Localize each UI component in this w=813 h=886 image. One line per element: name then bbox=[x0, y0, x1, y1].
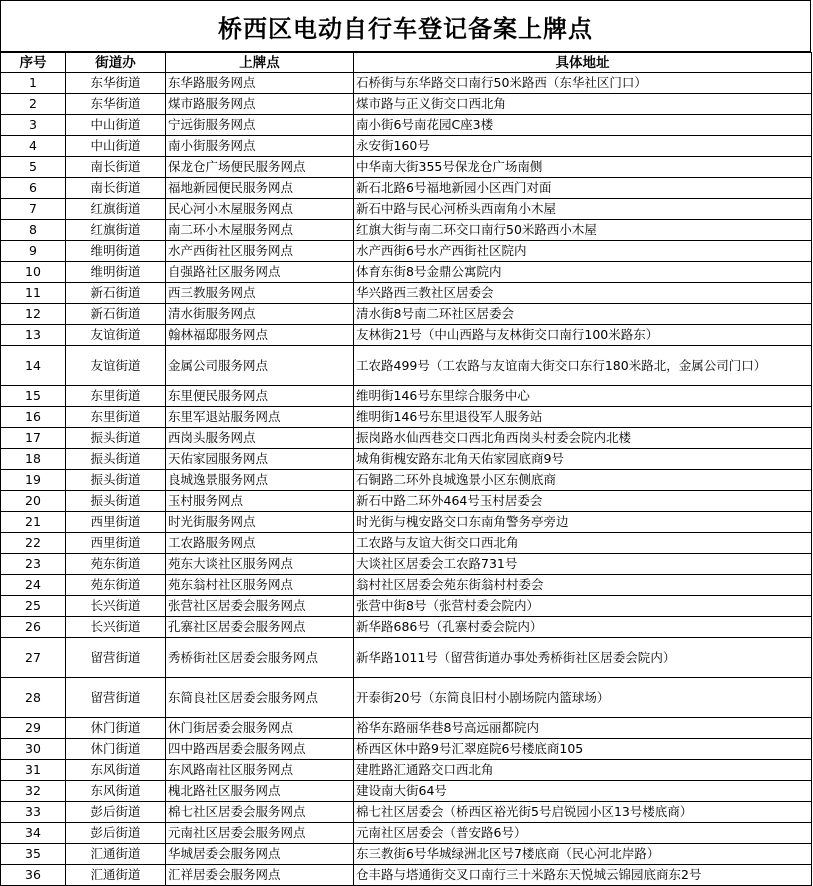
table-row bbox=[1, 678, 812, 718]
row-street: 维明街道 bbox=[66, 241, 166, 262]
row-address: 清水街8号南二环社区居委会 bbox=[354, 304, 812, 325]
row-point: 良城逸景服务网点 bbox=[166, 470, 354, 491]
row-point: 清水街服务网点 bbox=[166, 304, 354, 325]
row-point: 福地新园便民服务网点 bbox=[166, 178, 354, 199]
table-row bbox=[1, 262, 812, 283]
row-point: 槐北路社区服务网点 bbox=[166, 781, 354, 802]
table-row bbox=[1, 865, 812, 886]
row-number: 27 bbox=[1, 638, 66, 678]
row-address: 水产西街6号水产西街社区院内 bbox=[354, 241, 812, 262]
row-address: 建设南大街64号 bbox=[354, 781, 812, 802]
row-point: 东风路南社区服务网点 bbox=[166, 760, 354, 781]
row-street: 中山街道 bbox=[66, 136, 166, 157]
row-number: 29 bbox=[1, 718, 66, 739]
row-street: 苑东街道 bbox=[66, 554, 166, 575]
row-point: 棉七社区居委会服务网点 bbox=[166, 802, 354, 823]
row-street: 留营街道 bbox=[66, 638, 166, 678]
table-row bbox=[1, 470, 812, 491]
row-street: 苑东街道 bbox=[66, 575, 166, 596]
table-row bbox=[1, 449, 812, 470]
row-point: 玉村服务网点 bbox=[166, 491, 354, 512]
row-street: 长兴街道 bbox=[66, 617, 166, 638]
row-point: 煤市路服务网点 bbox=[166, 94, 354, 115]
registration-table bbox=[0, 52, 812, 886]
header-street: 街道办 bbox=[66, 53, 166, 73]
table-row bbox=[1, 178, 812, 199]
row-number: 15 bbox=[1, 386, 66, 407]
row-point: 华城居委会服务网点 bbox=[166, 844, 354, 865]
row-number: 8 bbox=[1, 220, 66, 241]
row-address: 红旗大街与南二环交口南行50米路西小木屋 bbox=[354, 220, 812, 241]
row-address: 体育东街8号金鼎公寓院内 bbox=[354, 262, 812, 283]
row-address: 大谈社区居委会工农路731号 bbox=[354, 554, 812, 575]
row-number: 5 bbox=[1, 157, 66, 178]
row-address: 东三教街6号华城绿洲北区号7楼底商（民心河北岸路） bbox=[354, 844, 812, 865]
row-point: 南小街服务网点 bbox=[166, 136, 354, 157]
row-point: 东华路服务网点 bbox=[166, 73, 354, 94]
table-row bbox=[1, 638, 812, 678]
table-row bbox=[1, 199, 812, 220]
row-street: 新石街道 bbox=[66, 304, 166, 325]
header-point: 上牌点 bbox=[166, 53, 354, 73]
row-address: 石桥街与东华路交口南行50米路西（东华社区门口） bbox=[354, 73, 812, 94]
header-no: 序号 bbox=[1, 53, 66, 73]
row-point: 东里军退站服务网点 bbox=[166, 407, 354, 428]
row-address: 华兴路西三教社区居委会 bbox=[354, 283, 812, 304]
row-street: 休门街道 bbox=[66, 718, 166, 739]
row-street: 红旗街道 bbox=[66, 199, 166, 220]
row-street: 东华街道 bbox=[66, 73, 166, 94]
row-number: 1 bbox=[1, 73, 66, 94]
header-row bbox=[1, 53, 812, 73]
table-row bbox=[1, 617, 812, 638]
row-number: 36 bbox=[1, 865, 66, 886]
table-row bbox=[1, 575, 812, 596]
table-row bbox=[1, 283, 812, 304]
row-number: 9 bbox=[1, 241, 66, 262]
header-address: 具体地址 bbox=[354, 53, 812, 73]
row-street: 维明街道 bbox=[66, 262, 166, 283]
row-address: 开泰街20号（东简良旧村小剧场院内篮球场） bbox=[354, 678, 812, 718]
row-point: 西三教服务网点 bbox=[166, 283, 354, 304]
row-point: 翰林福邸服务网点 bbox=[166, 325, 354, 346]
row-number: 2 bbox=[1, 94, 66, 115]
row-number: 26 bbox=[1, 617, 66, 638]
table-row bbox=[1, 596, 812, 617]
row-number: 10 bbox=[1, 262, 66, 283]
row-point: 天佑家园服务网点 bbox=[166, 449, 354, 470]
row-number: 16 bbox=[1, 407, 66, 428]
row-point: 东里便民服务网点 bbox=[166, 386, 354, 407]
row-point: 元南社区居委会服务网点 bbox=[166, 823, 354, 844]
row-street: 汇通街道 bbox=[66, 865, 166, 886]
table-row bbox=[1, 802, 812, 823]
row-point: 水产西街社区服务网点 bbox=[166, 241, 354, 262]
row-point: 苑东大谈社区服务网点 bbox=[166, 554, 354, 575]
row-address: 南小街6号南花园C座3楼 bbox=[354, 115, 812, 136]
row-number: 6 bbox=[1, 178, 66, 199]
row-point: 孔寨社区居委会服务网点 bbox=[166, 617, 354, 638]
row-number: 30 bbox=[1, 739, 66, 760]
row-number: 33 bbox=[1, 802, 66, 823]
row-street: 南长街道 bbox=[66, 157, 166, 178]
row-address: 桥西区休中路9号汇翠庭院6号楼底商105 bbox=[354, 739, 812, 760]
row-street: 彭后街道 bbox=[66, 823, 166, 844]
row-street: 汇通街道 bbox=[66, 844, 166, 865]
row-address: 张营中街8号（张营村委会院内） bbox=[354, 596, 812, 617]
table-row bbox=[1, 325, 812, 346]
table-row bbox=[1, 823, 812, 844]
row-address: 维明街146号东里退役军人服务站 bbox=[354, 407, 812, 428]
row-address: 时光街与槐安路交口东南角警务亭旁边 bbox=[354, 512, 812, 533]
row-street: 东里街道 bbox=[66, 386, 166, 407]
row-point: 汇祥居委会服务网点 bbox=[166, 865, 354, 886]
row-number: 21 bbox=[1, 512, 66, 533]
table-row bbox=[1, 554, 812, 575]
row-address: 新石北路6号福地新园小区西门对面 bbox=[354, 178, 812, 199]
table-row bbox=[1, 94, 812, 115]
row-number: 18 bbox=[1, 449, 66, 470]
row-street: 休门街道 bbox=[66, 739, 166, 760]
row-street: 西里街道 bbox=[66, 512, 166, 533]
row-street: 新石街道 bbox=[66, 283, 166, 304]
row-address: 石铜路二环外良城逸景小区东侧底商 bbox=[354, 470, 812, 491]
row-address: 工农路与友谊大街交口西北角 bbox=[354, 533, 812, 554]
row-street: 留营街道 bbox=[66, 678, 166, 718]
row-address: 友林街21号（中山西路与友林街交口南行100米路东） bbox=[354, 325, 812, 346]
row-number: 28 bbox=[1, 678, 66, 718]
row-point: 金属公司服务网点 bbox=[166, 346, 354, 386]
row-street: 振头街道 bbox=[66, 449, 166, 470]
row-point: 自强路社区服务网点 bbox=[166, 262, 354, 283]
table-row bbox=[1, 760, 812, 781]
row-address: 城角街槐安路东北角天佑家园底商9号 bbox=[354, 449, 812, 470]
row-number: 31 bbox=[1, 760, 66, 781]
row-point: 秀桥街社区居委会服务网点 bbox=[166, 638, 354, 678]
table-row bbox=[1, 241, 812, 262]
row-street: 西里街道 bbox=[66, 533, 166, 554]
table-row bbox=[1, 73, 812, 94]
table-row bbox=[1, 346, 812, 386]
row-address: 永安街160号 bbox=[354, 136, 812, 157]
row-point: 民心河小木屋服务网点 bbox=[166, 199, 354, 220]
row-address: 新石中路与民心河桥头西南角小木屋 bbox=[354, 199, 812, 220]
row-address: 翁村社区居委会苑东街翁村村委会 bbox=[354, 575, 812, 596]
row-address: 裕华东路丽华巷8号高远丽都院内 bbox=[354, 718, 812, 739]
row-point: 张营社区居委会服务网点 bbox=[166, 596, 354, 617]
row-number: 25 bbox=[1, 596, 66, 617]
table-row bbox=[1, 781, 812, 802]
row-number: 4 bbox=[1, 136, 66, 157]
row-street: 友谊街道 bbox=[66, 325, 166, 346]
row-number: 34 bbox=[1, 823, 66, 844]
row-street: 彭后街道 bbox=[66, 802, 166, 823]
row-number: 17 bbox=[1, 428, 66, 449]
row-street: 振头街道 bbox=[66, 428, 166, 449]
row-address: 元南社区居委会（普安路6号） bbox=[354, 823, 812, 844]
table-row bbox=[1, 533, 812, 554]
table-row bbox=[1, 304, 812, 325]
row-street: 长兴街道 bbox=[66, 596, 166, 617]
row-address: 工农路499号（工农路与友谊南大街交口东行180米路北，金属公司门口） bbox=[354, 346, 812, 386]
row-street: 南长街道 bbox=[66, 178, 166, 199]
table-row bbox=[1, 512, 812, 533]
row-number: 11 bbox=[1, 283, 66, 304]
row-street: 东风街道 bbox=[66, 781, 166, 802]
table-row bbox=[1, 844, 812, 865]
row-street: 东风街道 bbox=[66, 760, 166, 781]
row-street: 友谊街道 bbox=[66, 346, 166, 386]
row-address: 新石中路二环外464号玉村居委会 bbox=[354, 491, 812, 512]
row-number: 13 bbox=[1, 325, 66, 346]
table-row bbox=[1, 407, 812, 428]
row-point: 四中路西居委会服务网点 bbox=[166, 739, 354, 760]
row-point: 休门街居委会服务网点 bbox=[166, 718, 354, 739]
row-address: 仓丰路与塔通街交叉口南行三十米路东天悦城云锦园底商东2号 bbox=[354, 865, 812, 886]
row-address: 新华路686号（孔寨村委会院内） bbox=[354, 617, 812, 638]
row-point: 宁远街服务网点 bbox=[166, 115, 354, 136]
table-row bbox=[1, 386, 812, 407]
row-number: 3 bbox=[1, 115, 66, 136]
row-point: 保龙仓广场便民服务网点 bbox=[166, 157, 354, 178]
table-row bbox=[1, 718, 812, 739]
row-number: 23 bbox=[1, 554, 66, 575]
row-street: 东里街道 bbox=[66, 407, 166, 428]
row-address: 棉七社区居委会（桥西区裕光街5号启锐园小区13号楼底商） bbox=[354, 802, 812, 823]
table-row bbox=[1, 220, 812, 241]
row-number: 24 bbox=[1, 575, 66, 596]
row-number: 20 bbox=[1, 491, 66, 512]
row-address: 新华路1011号（留营街道办事处秀桥街社区居委会院内） bbox=[354, 638, 812, 678]
row-point: 东简良社区居委会服务网点 bbox=[166, 678, 354, 718]
row-address: 中华南大街355号保龙仓广场南侧 bbox=[354, 157, 812, 178]
sheet-title: 桥西区电动自行车登记备案上牌点 bbox=[0, 0, 811, 52]
row-point: 工农路服务网点 bbox=[166, 533, 354, 554]
table-row bbox=[1, 491, 812, 512]
table-row bbox=[1, 136, 812, 157]
row-address: 煤市路与正义街交口西北角 bbox=[354, 94, 812, 115]
row-street: 振头街道 bbox=[66, 470, 166, 491]
table-row bbox=[1, 428, 812, 449]
row-street: 振头街道 bbox=[66, 491, 166, 512]
row-number: 14 bbox=[1, 346, 66, 386]
row-number: 12 bbox=[1, 304, 66, 325]
row-point: 时光街服务网点 bbox=[166, 512, 354, 533]
row-point: 南二环小木屋服务网点 bbox=[166, 220, 354, 241]
table-row bbox=[1, 739, 812, 760]
row-street: 东华街道 bbox=[66, 94, 166, 115]
table-row bbox=[1, 157, 812, 178]
row-number: 7 bbox=[1, 199, 66, 220]
row-address: 维明街146号东里综合服务中心 bbox=[354, 386, 812, 407]
row-address: 建胜路汇通路交口西北角 bbox=[354, 760, 812, 781]
row-street: 中山街道 bbox=[66, 115, 166, 136]
row-number: 19 bbox=[1, 470, 66, 491]
table-body bbox=[1, 73, 812, 886]
row-number: 35 bbox=[1, 844, 66, 865]
row-number: 22 bbox=[1, 533, 66, 554]
row-address: 振岗路水仙西巷交口西北角西岗头村委会院内北楼 bbox=[354, 428, 812, 449]
table-row bbox=[1, 115, 812, 136]
row-number: 32 bbox=[1, 781, 66, 802]
row-point: 西岗头服务网点 bbox=[166, 428, 354, 449]
row-street: 红旗街道 bbox=[66, 220, 166, 241]
row-point: 苑东翁村社区服务网点 bbox=[166, 575, 354, 596]
